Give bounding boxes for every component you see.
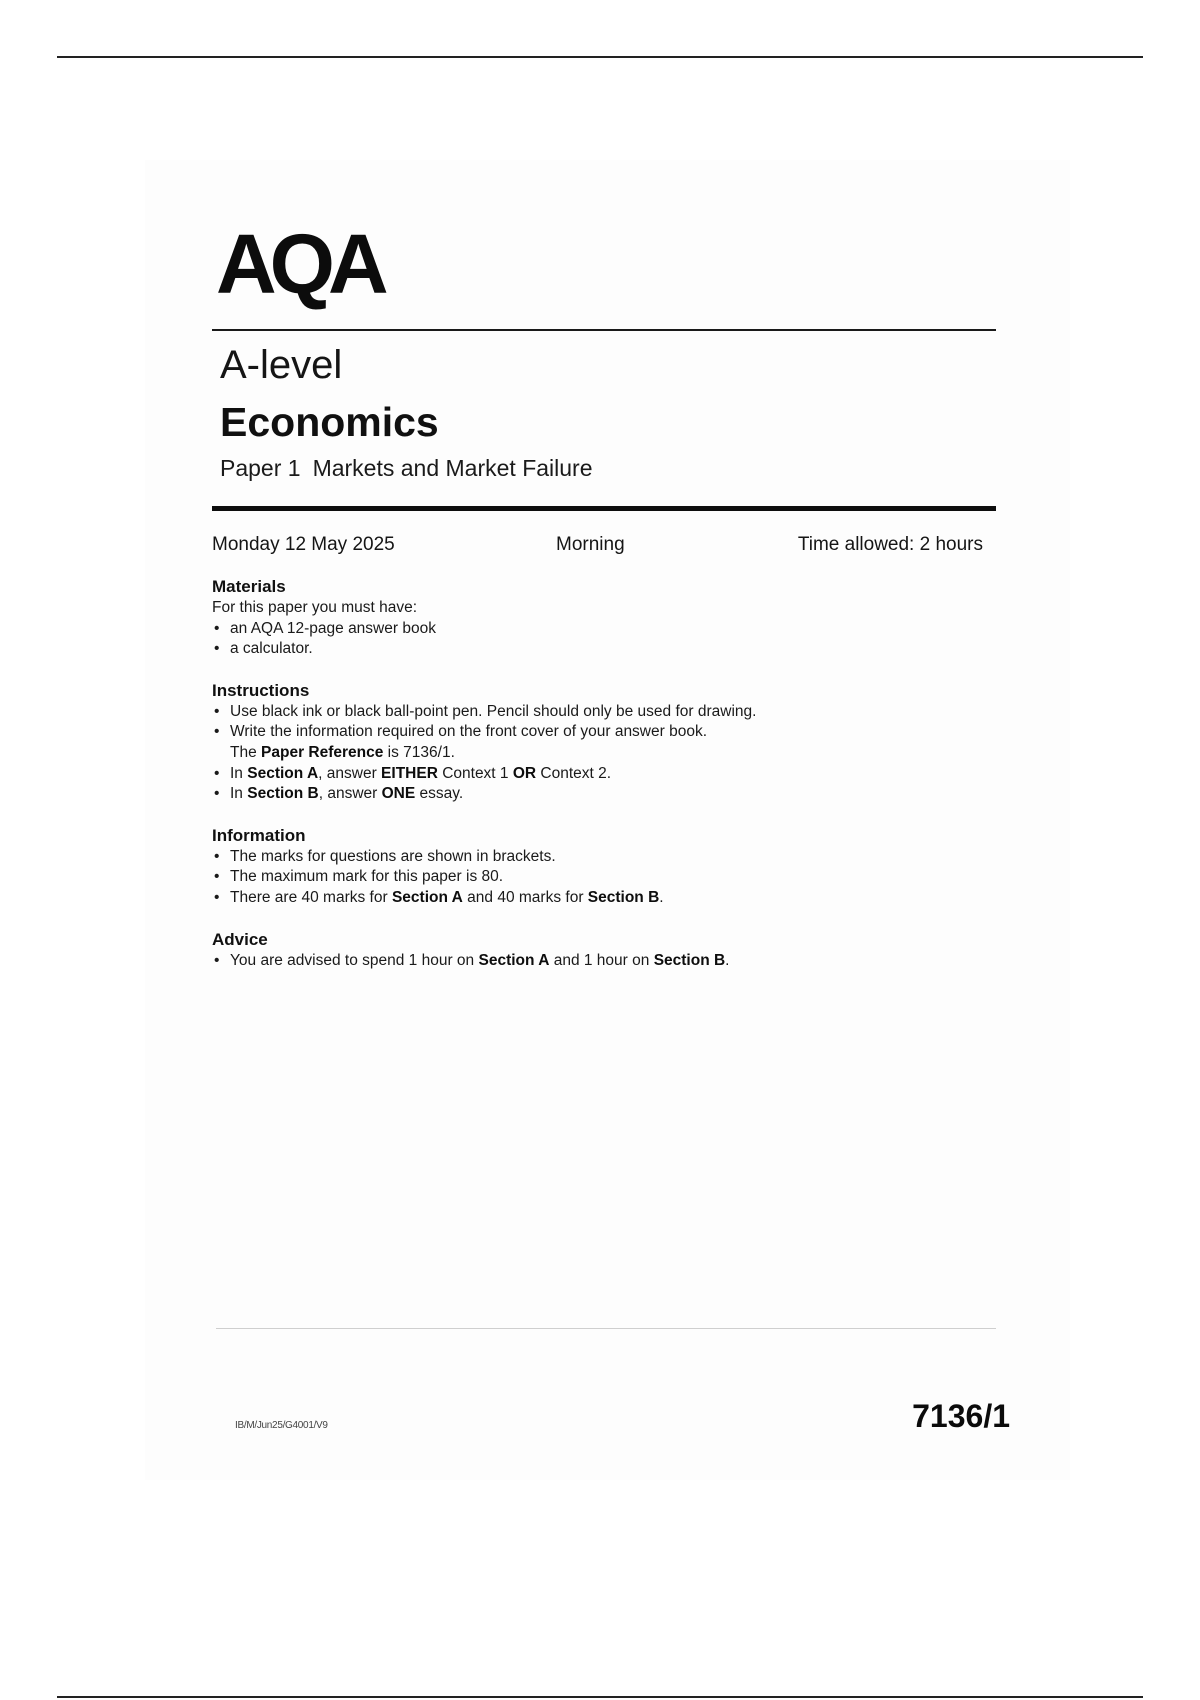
title-rule bbox=[212, 506, 996, 511]
bold-run: Paper Reference bbox=[261, 743, 384, 761]
text-run: . bbox=[725, 951, 730, 969]
text-run: You are advised to spend 1 hour on bbox=[230, 951, 479, 969]
advice-section bbox=[212, 929, 1012, 972]
qualification-level: A-level bbox=[220, 343, 343, 387]
viewer-bottom-rule bbox=[57, 1696, 1143, 1698]
subject-title: Economics bbox=[220, 399, 439, 445]
bold-run: Section A bbox=[391, 888, 463, 906]
text-run: In bbox=[230, 785, 248, 803]
paper-title: Markets and Market Failure bbox=[312, 455, 593, 481]
instructions-list bbox=[212, 702, 1012, 805]
bold-run: Section B bbox=[587, 888, 660, 906]
text-run: In bbox=[230, 764, 248, 782]
exam-session: Morning bbox=[556, 534, 625, 555]
materials-intro: For this paper you must have: bbox=[212, 599, 418, 616]
text-run: , answer bbox=[318, 785, 382, 803]
list-item: • a calculator. bbox=[212, 639, 1012, 660]
materials-list bbox=[212, 619, 1012, 660]
materials-title: Materials bbox=[212, 577, 286, 596]
paper-reference-code: 7136/1 bbox=[912, 1398, 1010, 1434]
header-rule bbox=[212, 329, 996, 331]
text-run: essay. bbox=[415, 785, 464, 803]
advice-title: Advice bbox=[212, 929, 268, 949]
viewer-top-rule bbox=[57, 56, 1143, 58]
cover-sections bbox=[212, 576, 1012, 991]
text-run: is 7136/1. bbox=[383, 743, 455, 761]
text-run: and 1 hour on bbox=[549, 951, 654, 969]
materials-section bbox=[212, 576, 1012, 660]
list-item bbox=[212, 951, 1012, 972]
text-run: There are 40 marks for bbox=[230, 888, 392, 906]
list-item bbox=[212, 888, 1012, 909]
aqa-logo: AQA bbox=[216, 217, 382, 311]
list-item: • an AQA 12-page answer book bbox=[212, 619, 1012, 640]
list-item-line bbox=[230, 743, 1012, 764]
text-run: . bbox=[659, 888, 664, 906]
advice-list bbox=[212, 951, 1012, 972]
footer-rule bbox=[216, 1328, 996, 1329]
list-item: • The marks for questions are shown in brackets. bbox=[212, 847, 1012, 868]
bold-run: Section B bbox=[653, 951, 726, 969]
text-run: and 40 marks for bbox=[462, 888, 588, 906]
paper-number: Paper 1 bbox=[220, 455, 301, 481]
list-item bbox=[212, 722, 1012, 763]
time-allowed: Time allowed: 2 hours bbox=[797, 534, 983, 555]
text-run: Context 1 bbox=[437, 764, 513, 782]
list-item bbox=[212, 764, 1012, 785]
text-run: The bbox=[230, 743, 262, 761]
list-item: • The maximum mark for this paper is 80. bbox=[212, 867, 1012, 888]
list-item-line: • Write the information required on the front cover of your answer book. bbox=[230, 723, 708, 741]
information-section bbox=[212, 825, 1012, 909]
list-item: • Use black ink or black ball-point pen. Pencil should only be used for drawing. bbox=[212, 702, 1012, 723]
information-title: Information bbox=[212, 825, 306, 845]
paper-heading bbox=[220, 452, 593, 484]
document-code: IB/M/Jun25/G4001/V9 bbox=[235, 1420, 328, 1431]
bold-run: Section A bbox=[247, 764, 319, 782]
instructions-section bbox=[212, 680, 1012, 805]
exam-date: Monday 12 May 2025 bbox=[212, 534, 395, 555]
text-run: , answer bbox=[318, 764, 382, 782]
bold-run: Section A bbox=[478, 951, 550, 969]
bold-run: ONE bbox=[381, 785, 416, 803]
information-list bbox=[212, 847, 1012, 909]
text-run: Context 2. bbox=[536, 764, 612, 782]
bold-run: OR bbox=[512, 764, 537, 782]
bold-run: Section B bbox=[247, 785, 319, 803]
list-item bbox=[212, 784, 1012, 805]
bold-run: EITHER bbox=[381, 764, 438, 782]
instructions-title: Instructions bbox=[212, 680, 310, 700]
